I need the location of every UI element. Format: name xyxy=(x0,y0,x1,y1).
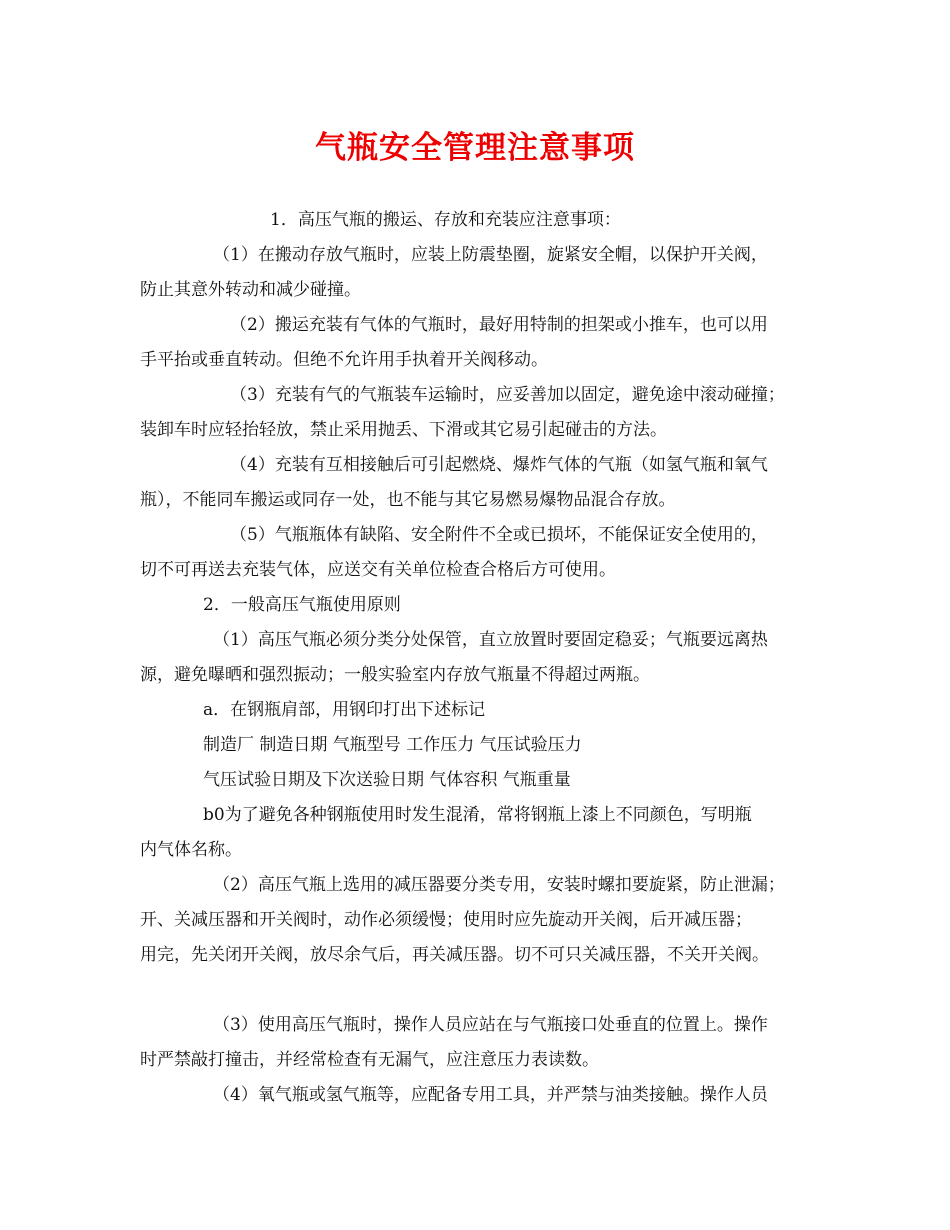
paragraph-line: （1）在搬动存放气瓶时，应装上防震垫圈，旋紧安全帽，以保护开关阀， xyxy=(213,245,768,265)
paragraph-line: （4）充装有互相接触后可引起燃烧、爆炸气体的气瓶（如氢气瓶和氧气 xyxy=(230,455,768,475)
paragraph-line: （5）气瓶瓶体有缺陷、安全附件不全或已损坏，不能保证安全使用的， xyxy=(230,525,768,545)
paragraph-line: 装卸车时应轻抬轻放，禁止采用抛丢、下滑或其它易引起碰击的方法。 xyxy=(140,420,667,440)
paragraph-line: （4）氧气瓶或氢气瓶等，应配备专用工具，并严禁与油类接触。操作人员 xyxy=(213,1085,768,1105)
section-heading: 2．一般高压气瓶使用原则 xyxy=(203,595,401,615)
document-title: 气瓶安全管理注意事项 xyxy=(315,130,635,166)
paragraph-line: （2）搬运充装有气体的气瓶时，最好用特制的担架或小推车，也可以用 xyxy=(230,315,768,335)
section-heading: 1．高压气瓶的搬运、存放和充装应注意事项： xyxy=(270,210,621,230)
paragraph-line: 用完，先关闭开关阀，放尽余气后，再关减压器。切不可只关减压器，不关开关阀。 xyxy=(140,945,769,965)
paragraph-line: b0为了避免各种钢瓶使用时发生混淆，常将钢瓶上漆上不同颜色，写明瓶 xyxy=(203,805,752,825)
paragraph-line: 时严禁敲打撞击，并经常检查有无漏气，应注意压力表读数。 xyxy=(140,1050,599,1070)
paragraph-line: 气压试验日期及下次送验日期 气体容积 气瓶重量 xyxy=(203,770,571,790)
paragraph-line: （3）充装有气的气瓶装车运输时，应妥善加以固定，避免途中滚动碰撞； xyxy=(230,385,785,405)
paragraph-line: 开、关减压器和开关阀时，动作必须缓慢；使用时应先旋动开关阀，后开减压器； xyxy=(140,910,752,930)
paragraph-line: 瓶），不能同车搬运或同存一处，也不能与其它易燃易爆物品混合存放。 xyxy=(140,490,676,510)
paragraph-line: 源，避免曝晒和强烈振动；一般实验室内存放气瓶量不得超过两瓶。 xyxy=(140,665,650,685)
paragraph-line: （2）高压气瓶上选用的减压器要分类专用，安装时螺扣要旋紧，防止泄漏； xyxy=(213,875,785,895)
paragraph-line: 制造厂 制造日期 气瓶型号 工作压力 气压试验压力 xyxy=(203,735,582,755)
paragraph-line: 防止其意外转动和减少碰撞。 xyxy=(140,280,361,300)
paragraph-line: 手平抬或垂直转动。但绝不允许用手执着开关阀移动。 xyxy=(140,350,548,370)
paragraph-line: a．在钢瓶肩部，用钢印打出下述标记 xyxy=(203,700,486,720)
paragraph-line: （3）使用高压气瓶时，操作人员应站在与气瓶接口处垂直的位置上。操作 xyxy=(213,1015,768,1035)
paragraph-line: 切不可再送去充装气体，应送交有关单位检查合格后方可使用。 xyxy=(140,560,616,580)
paragraph-line: （1）高压气瓶必须分类分处保管，直立放置时要固定稳妥；气瓶要远离热 xyxy=(213,630,768,650)
paragraph-line: 内气体名称。 xyxy=(140,840,242,860)
